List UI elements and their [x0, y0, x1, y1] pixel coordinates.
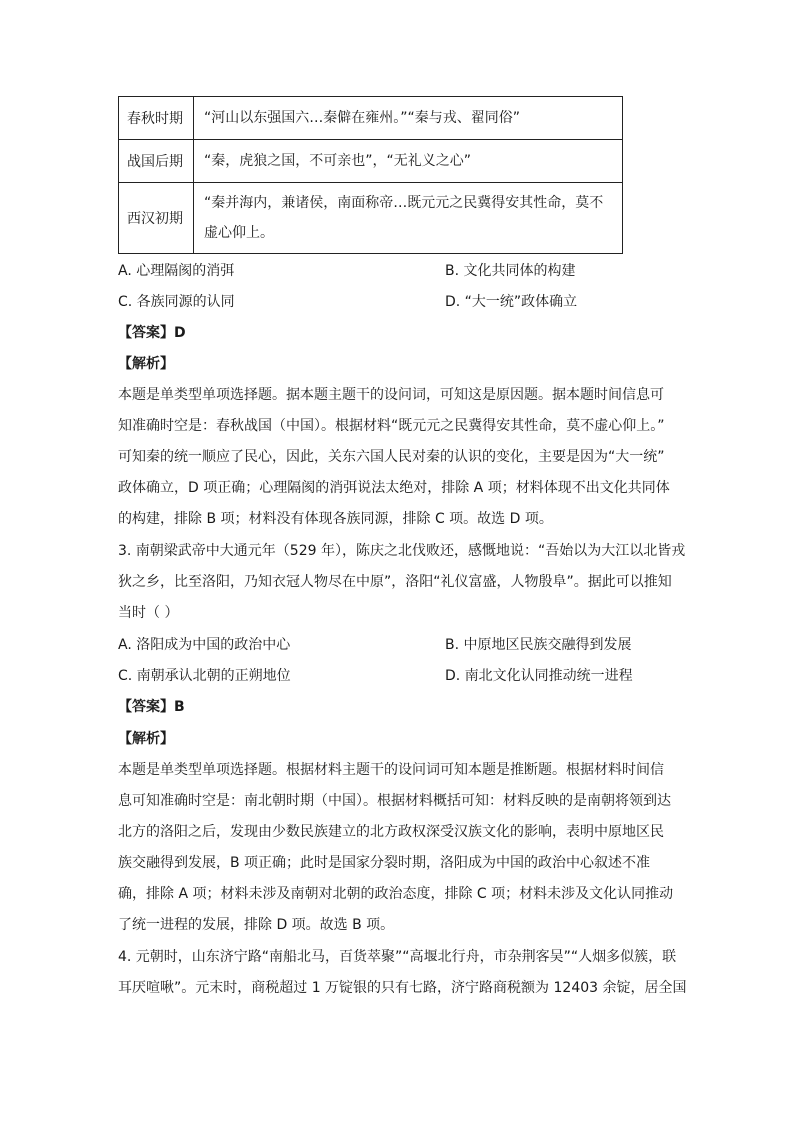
q3-stem-line: 3. 南朝梁武帝中大通元年（529 年），陈庆之北伐败还，感慨地说：“吾始以为大江以北皆戎	[118, 543, 686, 559]
q3-analysis-line: 确，排除 A 项；材料未涉及南朝对北朝的政治态度，排除 C 项；材料未涉及文化认同推动	[118, 886, 674, 902]
q2-option-b: B. 文化共同体的构建	[445, 263, 576, 279]
era-cell: 春秋时期	[119, 97, 194, 140]
quote-cell: “河山以东强国六…秦僻在雍州。”“秦与戎、翟同俗”	[194, 97, 623, 140]
q2-analysis-line: 政体确立，D 项正确；心理隔阂的消弭说法太绝对，排除 A 项；材料体现不出文化共同体	[118, 480, 670, 496]
table-row	[119, 183, 623, 254]
q3-answer: 【答案】B	[118, 699, 185, 715]
q4-stem-line: 4. 元朝时，山东济宁路“南船北马，百货萃聚”“高堰北行舟，市杂荆客吴”“人烟多似簇，联	[118, 949, 677, 965]
q3-option-c: C. 南朝承认北朝的正朔地位	[118, 668, 291, 684]
q2-analysis-line: 知准确时空是：春秋战国（中国）。根据材料“既元元之民冀得安其性命，莫不虚心仰上。”	[118, 418, 665, 434]
q3-analysis-line: 族交融得到发展，B 项正确；此时是国家分裂时期，洛阳成为中国的政治中心叙述不准	[118, 855, 651, 871]
q3-stem-line: 狄之乡，比至洛阳，乃知衣冠人物尽在中原”，洛阳“礼仪富盛，人物殷阜”。据此可以推知	[118, 574, 672, 590]
q2-analysis-line: 的构建，排除 B 项；材料没有体现各族同源，排除 C 项。故选 D 项。	[118, 511, 553, 527]
quote-cell: “秦并海内，兼诸侯，南面称帝…既元元之民冀得安其性命，莫不虚心仰上。	[194, 183, 623, 254]
q3-option-a: A. 洛阳成为中国的政治中心	[118, 637, 291, 653]
q3-analysis-line: 了统一进程的发展，排除 D 项。故选 B 项。	[118, 917, 395, 933]
q3-analysis-line: 北方的洛阳之后，发现由少数民族建立的北方政权深受汉族文化的影响，表明中原地区民	[118, 824, 664, 840]
era-cell: 西汉初期	[119, 183, 194, 254]
q2-option-c: C. 各族同源的认同	[118, 294, 235, 310]
history-table	[118, 96, 623, 254]
q3-analysis-heading: 【解析】	[118, 731, 174, 747]
q2-option-a: A. 心理隔阂的消弭	[118, 263, 235, 279]
quote-cell: “秦，虎狼之国，不可亲也”，“无礼义之心”	[194, 140, 623, 183]
table-row	[119, 140, 623, 183]
table-row	[119, 97, 623, 140]
q2-analysis-line: 可知秦的统一顺应了民心，因此，关东六国人民对秦的认识的变化，主要是因为“大一统”	[118, 449, 665, 465]
q3-analysis-line: 息可知准确时空是：南北朝时期（中国）。根据材料概括可知：材料反映的是南朝将领到达	[118, 793, 671, 809]
q4-stem-line: 耳厌喧啾”。元末时，商税超过 1 万锭银的只有七路，济宁路商税额为 12403 余锭，居全国	[118, 980, 687, 996]
era-cell: 战国后期	[119, 140, 194, 183]
q3-analysis-line: 本题是单类型单项选择题。根据材料主题干的设问词可知本题是推断题。根据材料时间信	[118, 762, 664, 778]
q3-option-d: D. 南北文化认同推动统一进程	[445, 668, 633, 684]
q3-stem-line: 当时（ ）	[118, 605, 179, 621]
q2-option-d: D. “大一统”政体确立	[445, 294, 578, 310]
q2-analysis-line: 本题是单类型单项选择题。据本题主题干的设问词，可知这是原因题。据本题时间信息可	[118, 387, 664, 403]
q3-option-b: B. 中原地区民族交融得到发展	[445, 637, 632, 653]
q2-analysis-heading: 【解析】	[118, 356, 174, 372]
q2-answer: 【答案】D	[118, 325, 186, 341]
